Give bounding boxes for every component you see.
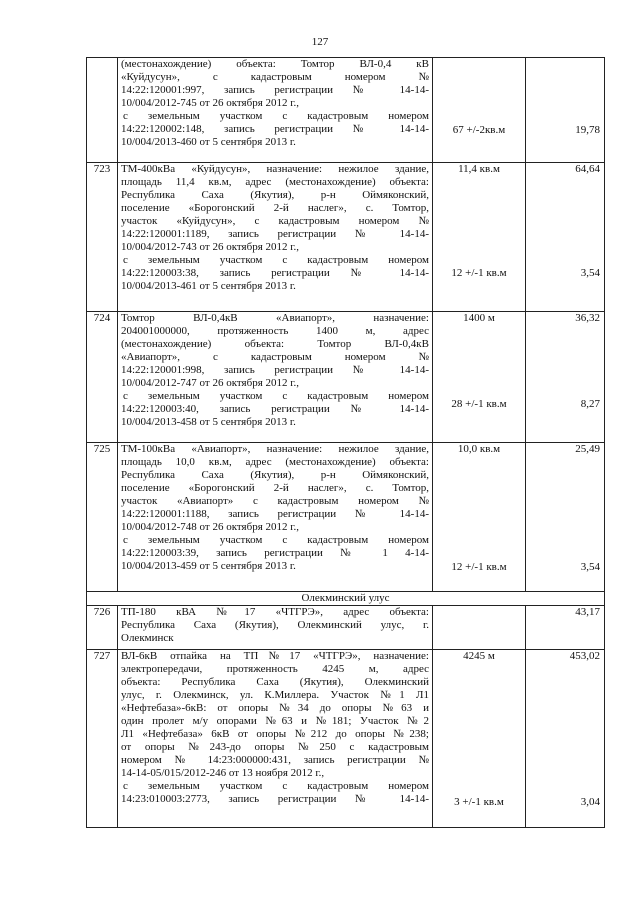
description-line: электропередачи, протяженность 4245 м, адрес	[121, 663, 429, 675]
description-line: от опоры №243-до опоры №250 с кадастровым	[121, 741, 429, 753]
row-number: 724	[87, 312, 118, 443]
description-line: площадь 11,4 кв.м, адрес (местонахождение) объекта:	[121, 176, 429, 188]
table-row	[87, 650, 605, 828]
description-line: «Куйдусун», с кадастровым номером №	[121, 71, 429, 83]
object-description	[118, 312, 433, 443]
land-value: 19,78	[575, 124, 600, 136]
object-value	[526, 312, 605, 443]
description-line: поселение «Борогонский 2-й наслег», с. Томтор,	[121, 202, 429, 214]
land-area: 3 +/-1 кв.м	[454, 796, 504, 808]
line-length: 1400 м	[463, 312, 495, 324]
description-line: ТМ-400кВа «Куйдусун», назначение: нежилое здание,	[121, 163, 429, 175]
description-line: один пролет м/у опорами №63 и №181; Участок №2	[121, 715, 429, 727]
description-line: 14:22:120003:38, запись регистрации № 14-14-	[121, 267, 429, 279]
building-value: 64,64	[575, 163, 600, 175]
description-line: площадь 10,0 кв.м, адрес (местонахождение) объекта:	[121, 456, 429, 468]
description-line: 204001000000, протяженность 1400 м, адрес	[121, 325, 429, 337]
object-size	[433, 606, 526, 650]
section-title: Олекминский улус	[87, 592, 605, 606]
description-line: 10/004/2013-459 от 5 сентября 2013 г.	[121, 560, 296, 572]
description-line: Республика Саха (Якутия), р-н Оймяконский,	[121, 189, 429, 201]
object-size	[433, 312, 526, 443]
object-size	[433, 163, 526, 312]
land-value: 3,04	[580, 796, 600, 808]
object-size	[433, 443, 526, 592]
land-value: 3,54	[580, 561, 600, 573]
description-line: 10/004/2012-743 от 26 октября 2012 г.,	[121, 241, 300, 253]
row-number: 726	[87, 606, 118, 650]
object-value	[526, 163, 605, 312]
line-length: 4245 м	[463, 650, 495, 662]
description-line: 14:22:120003:40, запись регистрации № 14-14-	[121, 403, 429, 415]
description-line: «Авиапорт», с кадастровым номером №	[121, 351, 429, 363]
table-row	[87, 58, 605, 163]
description-line: ТМ-100кВа «Авиапорт», назначение: нежилое здание,	[121, 443, 429, 455]
description-line: 14:22:120002:148, запись регистрации № 14-14-	[121, 123, 429, 135]
table-row	[87, 163, 605, 312]
page-number: 127	[311, 36, 329, 48]
description-line: с земельным участком с кадастровым номером	[123, 534, 429, 546]
description-line: (местонахождение) объекта: Томтор ВЛ-0,4кВ	[121, 338, 429, 350]
description-line: поселение «Борогонский 2-й наслег», с. Томтор,	[121, 482, 429, 494]
object-value	[526, 650, 605, 828]
row-number: 723	[87, 163, 118, 312]
row-number	[87, 58, 118, 163]
land-value: 3,54	[580, 267, 600, 279]
description-line: улус, г. Олекминск, ул. К.Миллера. Участок №1 Л1	[121, 689, 429, 701]
object-size	[433, 58, 526, 163]
description-line: 14:22:120001:1188, запись регистрации № 14-14-	[121, 508, 429, 520]
land-area: 12 +/-1 кв.м	[451, 561, 507, 573]
table-row	[87, 443, 605, 592]
description-line: 10/004/2013-461 от 5 сентября 2013 г.	[121, 280, 296, 292]
description-line: 10/004/2012-748 от 26 октября 2012 г.,	[121, 521, 300, 533]
object-value	[526, 443, 605, 592]
description-line: Олекминск	[121, 632, 174, 644]
land-value: 8,27	[580, 398, 600, 410]
description-line: 10/004/2012-747 от 26 октября 2012 г.,	[121, 377, 300, 389]
description-line: с земельным участком с кадастровым номером	[123, 390, 429, 402]
object-description	[118, 443, 433, 592]
building-value: 43,17	[575, 606, 600, 618]
object-description	[118, 58, 433, 163]
description-line: 10/004/2012-745 от 26 октября 2012 г.,	[121, 97, 300, 109]
land-area: 28 +/-1 кв.м	[451, 398, 507, 410]
line-value: 453,02	[569, 650, 600, 662]
description-line: 10/004/2013-460 от 5 сентября 2013 г.	[121, 136, 296, 148]
description-line: 14:22:120001:998, запись регистрации № 14-14-	[121, 364, 429, 376]
description-line: 14:22:120003:39, запись регистрации № 1 4-14-	[121, 547, 429, 559]
building-area: 10,0 кв.м	[457, 443, 501, 455]
description-line: объекта: Республика Саха (Якутия), Олекминский	[121, 676, 429, 688]
land-area: 67 +/-2кв.м	[452, 124, 506, 136]
description-line: 14:22:120001:997, запись регистрации № 14-14-	[121, 84, 429, 96]
description-line: с земельным участком с кадастровым номером	[123, 254, 429, 266]
line-value: 36,32	[575, 312, 600, 324]
object-description	[118, 163, 433, 312]
table-row	[87, 606, 605, 650]
registry-table	[86, 57, 605, 828]
object-value	[526, 606, 605, 650]
description-line: 14:23:010003:2773, запись регистрации № 14-14-	[121, 793, 429, 805]
description-line: ТП-180 кВА №17 «ЧТГРЭ», адрес объекта:	[121, 606, 429, 618]
description-line: ВЛ-6кВ отпайка на ТП№17 «ЧТГРЭ», назначение:	[121, 650, 429, 662]
description-line: Л1 «Нефтебаза» 6кВ от опоры №212 до опоры №238;	[121, 728, 429, 740]
row-number: 725	[87, 443, 118, 592]
description-line: участок «Авиапорт» с кадастровым номером №	[121, 495, 429, 507]
description-line: участок «Куйдусун», с кадастровым номером №	[121, 215, 429, 227]
building-value: 25,49	[575, 443, 600, 455]
building-area: 11,4 кв.м	[458, 163, 500, 175]
description-line: Республика Саха (Якутия), Олекминский улус, г.	[121, 619, 429, 631]
description-line: Республика Саха (Якутия), р-н Оймяконский,	[121, 469, 429, 481]
section-row	[87, 592, 605, 606]
row-number: 727	[87, 650, 118, 828]
description-line: с земельным участком с кадастровым номером	[123, 110, 429, 122]
land-area: 12 +/-1 кв.м	[451, 267, 507, 279]
description-line: (местонахождение) объекта: Томтор ВЛ-0,4 кВ	[121, 58, 429, 70]
description-line: «Нефтебаза»-6кВ: от опоры №34 до опоры №63 и	[121, 702, 429, 714]
description-line: 14-14-05/015/2012-246 от 13 ноября 2012 г.,	[121, 767, 325, 779]
description-line: номером № 14:23:000000:431, запись регистрации №	[121, 754, 429, 766]
object-description	[118, 650, 433, 828]
object-size	[433, 650, 526, 828]
object-description	[118, 606, 433, 650]
description-line: Томтор ВЛ-0,4кВ «Авиапорт», назначение:	[121, 312, 429, 324]
description-line: с земельным участком с кадастровым номером	[123, 780, 429, 792]
object-value	[526, 58, 605, 163]
table-row	[87, 312, 605, 443]
description-line: 10/004/2013-458 от 5 сентября 2013 г.	[121, 416, 296, 428]
description-line: 14:22:120001:1189, запись регистрации № 14-14-	[121, 228, 429, 240]
